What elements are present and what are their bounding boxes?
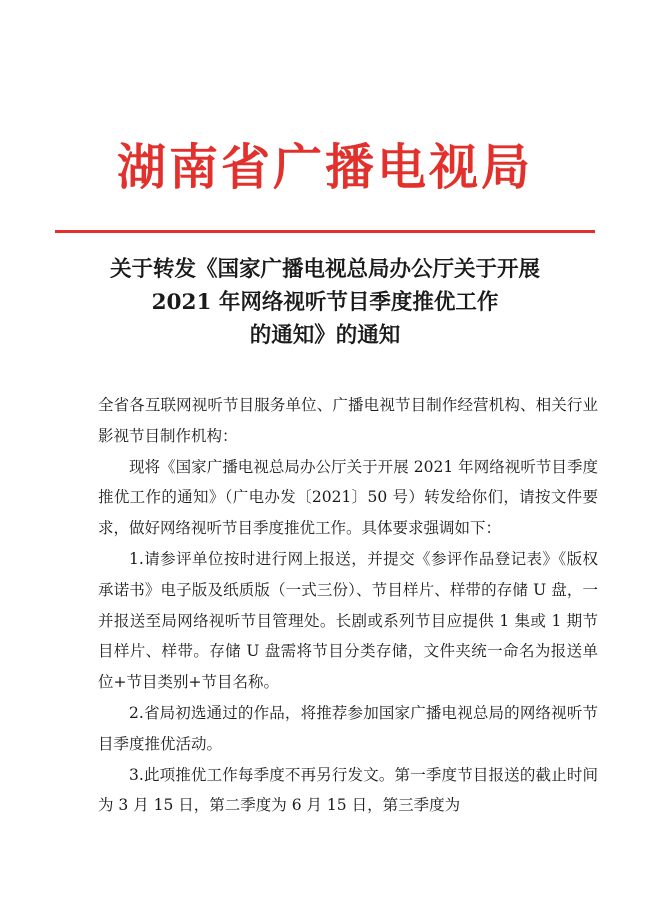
title-line-3: 的通知》的通知 bbox=[249, 323, 401, 348]
title-line-1: 关于转发《国家广播电视总局办公厅关于开展 bbox=[109, 257, 540, 282]
requirement-item-3: 3.此项推优工作每季度不再另行发文。第一季度节目报送的截止时间为 3 月 15 日，第二季度为 6 月 15 日，第三季度为 bbox=[98, 765, 598, 815]
requirement-item-2: 2.省局初选通过的作品，将推荐参加国家广播电视总局的网络视听节目季度推优活动。 bbox=[98, 703, 598, 753]
salutation: 全省各互联网视听节目服务单位、广播电视节目制作经营机构、相关行业影视节目制作机构： bbox=[98, 396, 598, 445]
document-title bbox=[60, 253, 590, 352]
intro-paragraph: 现将《国家广播电视总局办公厅关于开展 2021 年网络视听节目季度推优工作的通知》（广电办发〔2021〕50 号）转发给你们，请按文件要求，做好网络视听节目季度推优工作。具体要求强调如下： bbox=[98, 457, 598, 538]
document-body bbox=[98, 390, 598, 821]
letterhead-red-rule bbox=[55, 230, 595, 233]
letterhead-org-name: 湖南省广播电视局 bbox=[116, 139, 533, 196]
requirement-item-1: 1.请参评单位按时进行网上报送，并提交《参评作品登记表》《版权承诺书》电子版及纸质版（一式三份）、节目样片、样带的存储 U 盘，一并报送至局网络视听节目管理处。长剧或系列节目应提供 1 集或 1 期节目样片、样带。存储 U 盘需将节目分类存储，文件夹统一命名为报送单位+节目类别+节目名称。 bbox=[98, 549, 598, 692]
title-line-2: 2021 年网络视听节目季度推优工作 bbox=[151, 290, 499, 315]
